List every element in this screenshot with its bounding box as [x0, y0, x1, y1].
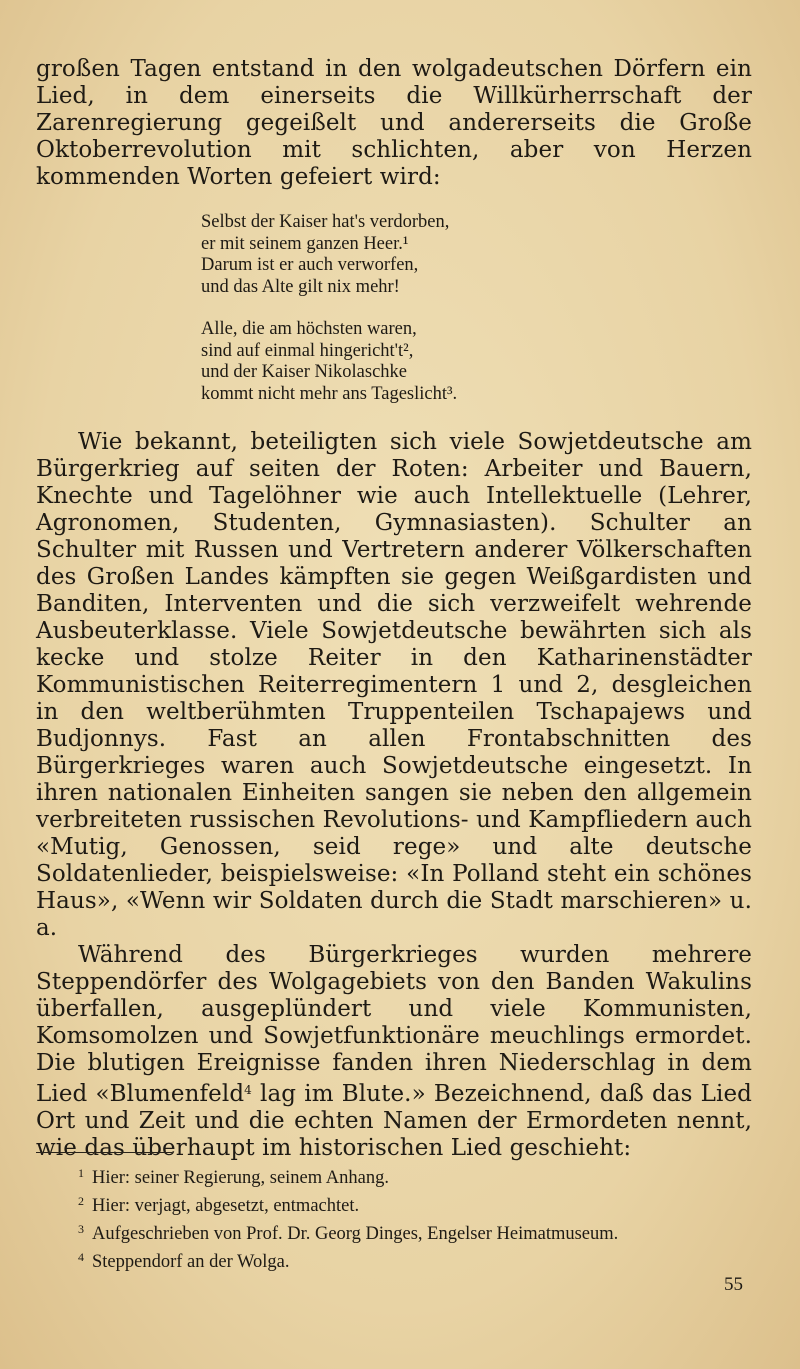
footnote-1	[36, 1162, 752, 1190]
poem-line: Alle, die am höchsten waren,	[201, 319, 417, 339]
page-number: 55	[724, 1274, 743, 1295]
footnote-text: Hier: seiner Regierung, seinem Anhang.	[92, 1168, 389, 1188]
poem-stanza-2	[201, 319, 621, 405]
poem-stanza-1	[201, 212, 621, 298]
poem-line: Selbst der Kaiser hat's verdorben,	[201, 212, 450, 232]
footnote-divider	[36, 1152, 172, 1153]
paragraph-blumenfeld-after: lag im Blute.» Bezeichnend, daß das Lied Ort und Zeit und die echten Namen der Ermordeten nennt, wie das überhaupt im historischen Lied geschieht:	[36, 1081, 752, 1161]
main-paragraphs	[36, 429, 752, 1162]
poem-line: er mit seinem ganzen Heer.¹	[201, 233, 409, 254]
footnote-mark: 1	[78, 1166, 84, 1180]
footnote-text: Steppendorf an der Wolga.	[92, 1252, 290, 1272]
poem	[201, 212, 621, 405]
footnotes	[36, 1162, 752, 1274]
poem-line: und der Kaiser Nikolaschke	[201, 362, 408, 382]
poem-line: und das Alte gilt nix mehr!	[201, 276, 400, 297]
paragraph-civil-war: Wie bekannt, beteiligten sich viele Sowjetdeutsche am Bürgerkrieg auf seiten der Roten: Arbeiter und Bauern, Knechte und Tagelöhner wie auch Intellektuelle (Lehrer, Agronomen, Studenten, Gymnasiasten). Schulter an Schulter mit Russen und Vertretern anderer Völkerschaften des Großen Landes kämpften sie gegen Weißgardisten und Banditen, Interventen und die sich verzweifelt wehrende Ausbeuterklasse. Viele Sowjetdeutsche bewährten sich als kecke und stolze Reiter in den Katharinenstädter Kommunistischen Reiterregimentern 1 und 2, desgleichen in den weltberühmten Truppenteilen Tschapajews und Budjonnys. Fast an allen Frontabschnitten des Bürgerkrieges waren auch Sowjetdeutsche eingesetzt. In ihren nationalen Einheiten sangen sie neben den allgemein verbreiteten russischen Revolutions- und Kampfliedern auch «Mutig, Genossen, seid rege» und alte deutsche Soldatenlieder, beispielsweise: «In Polland steht ein schönes Haus», «Wenn wir Soldaten durch die Stadt marschieren» u. a.	[36, 429, 752, 941]
footnote-mark: 3	[78, 1222, 84, 1236]
footnote-3	[36, 1218, 752, 1246]
poem-line: Darum ist er auch verworfen,	[201, 255, 419, 275]
intro-paragraph	[36, 56, 752, 191]
poem-line: kommt nicht mehr ans Tageslicht³.	[201, 383, 458, 404]
footnote-text: Aufgeschrieben von Prof. Dr. Georg Dinges, Engelser Heimatmuseum.	[92, 1224, 619, 1244]
paragraph-blumenfeld	[36, 942, 752, 1162]
footnote-ref-4: 4	[244, 1083, 252, 1097]
footnote-4	[36, 1246, 752, 1274]
footnote-mark: 4	[78, 1250, 84, 1264]
poem-line: sind auf einmal hingericht't²,	[201, 340, 414, 361]
intro-text: großen Tagen entstand in den wolgadeutschen Dörfern ein Lied, in dem einerseits die Willkürherrschaft der Zarenregierung gegeißelt und andererseits die Große Oktoberrevolution mit schlichten, aber von Herzen kommenden Worten gefeiert wird:	[36, 56, 752, 190]
paragraph-blumenfeld-before: Während des Bürgerkrieges wurden mehrere Steppendörfer des Wolgagebiets von den Banden Wakulins überfallen, ausgeplündert und viele Kommunisten, Komsomolzen und Sowjetfunktionäre meuchlings ermordet. Die blutigen Ereignisse fanden ihren Niederschlag in dem Lied «Blumenfeld	[36, 942, 752, 1107]
footnote-2	[36, 1190, 752, 1218]
footnote-text: Hier: verjagt, abgesetzt, entmachtet.	[92, 1196, 360, 1216]
footnote-mark: 2	[78, 1194, 84, 1208]
